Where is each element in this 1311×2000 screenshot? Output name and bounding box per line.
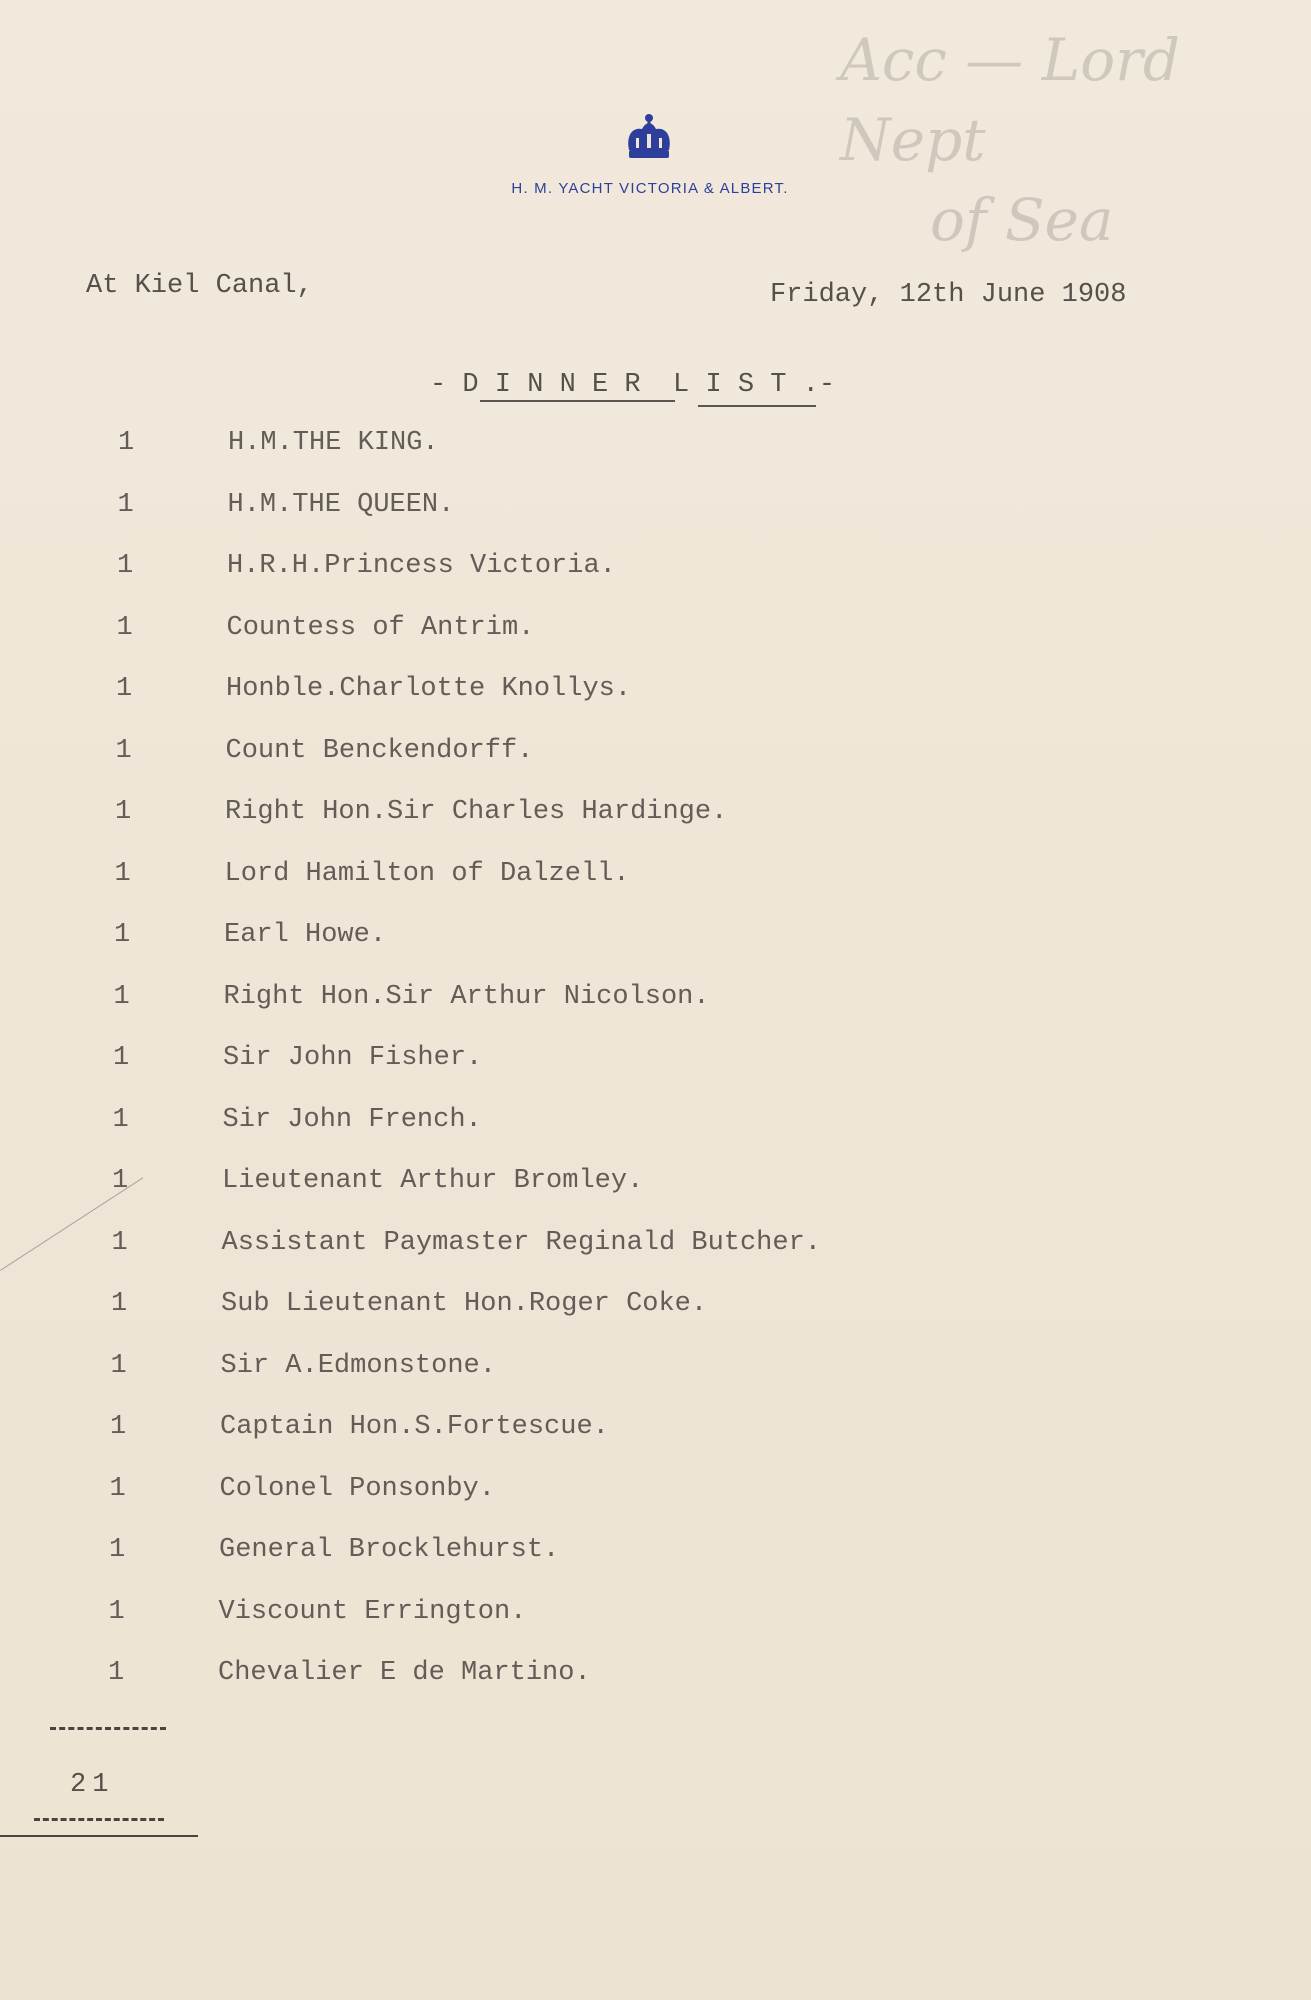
pencil-annotation-line: Acc — Lord Nept [840,26,1181,174]
guest-name: H.R.H.Princess Victoria. [227,551,616,581]
date-label: Friday, 12th June 1908 [770,280,1127,310]
guest-quantity: 1 [116,674,133,704]
place-label: At Kiel Canal, [86,271,313,301]
total-rule [0,1835,198,1837]
guest-quantity: 1 [109,1535,126,1565]
guest-quantity: 1 [112,1104,129,1135]
guest-name: General Brocklehurst. [219,1535,560,1565]
guest-name: H.M.THE KING. [228,428,439,458]
guest-quantity: 1 [113,981,130,1012]
guest-name: Sir John Fisher. [223,1043,483,1073]
total-rule [50,1727,166,1730]
total-rule [34,1818,164,1821]
guest-quantity: 1 [115,797,132,827]
guest-quantity: 1 [110,1350,127,1381]
guest-quantity: 1 [108,1596,125,1627]
guest-quantity: 1 [111,1289,128,1319]
guest-name: Count Benckendorff. [225,735,534,766]
guest-quantity: 1 [115,735,132,766]
total-count: 21 [70,1770,115,1800]
guest-name: Earl Howe. [224,920,387,950]
guest-name: Right Hon.Sir Charles Hardinge. [225,797,728,827]
guest-name: Captain Hon.S.Fortescue. [220,1412,609,1442]
guest-quantity: 1 [118,428,135,458]
guest-name: Countess of Antrim. [226,612,535,643]
guest-name: Honble.Charlotte Knollys. [226,674,632,704]
guest-name: Sir John French. [222,1104,482,1135]
guest-quantity: 1 [117,489,134,520]
guest-name: Chevalier E de Martino. [218,1658,591,1688]
guest-name: Sub Lieutenant Hon.Roger Coke. [221,1289,708,1319]
guest-name: Lord Hamilton of Dalzell. [224,858,630,889]
guest-quantity: 1 [114,920,131,950]
guest-name: Right Hon.Sir Arthur Nicolson. [223,981,710,1012]
guest-quantity: 1 [108,1658,125,1688]
guest-quantity: 1 [113,1043,130,1073]
guest-quantity: 1 [117,551,134,581]
guest-quantity: 1 [111,1227,128,1258]
guest-quantity: 1 [110,1412,127,1442]
guest-quantity: 1 [109,1473,126,1504]
pencil-annotation-line: of Sea [930,186,1114,254]
guest-name: Assistant Paymaster Reginald Butcher. [221,1227,821,1258]
page-title: - D I N N E R L I S T .- [430,370,836,400]
guest-quantity: 1 [116,612,133,643]
guest-name: H.M.THE QUEEN. [227,489,455,520]
letterhead-title: H. M. YACHT VICTORIA & ALBERT. [511,180,789,197]
guest-name: Viscount Errington. [218,1596,527,1627]
guest-name: Colonel Ponsonby. [219,1473,495,1504]
guest-quantity: 1 [112,1166,129,1196]
guest-name: Lieutenant Arthur Bromley. [222,1166,644,1196]
guest-quantity: 1 [114,858,131,889]
guest-name: Sir A.Edmonstone. [220,1350,496,1381]
